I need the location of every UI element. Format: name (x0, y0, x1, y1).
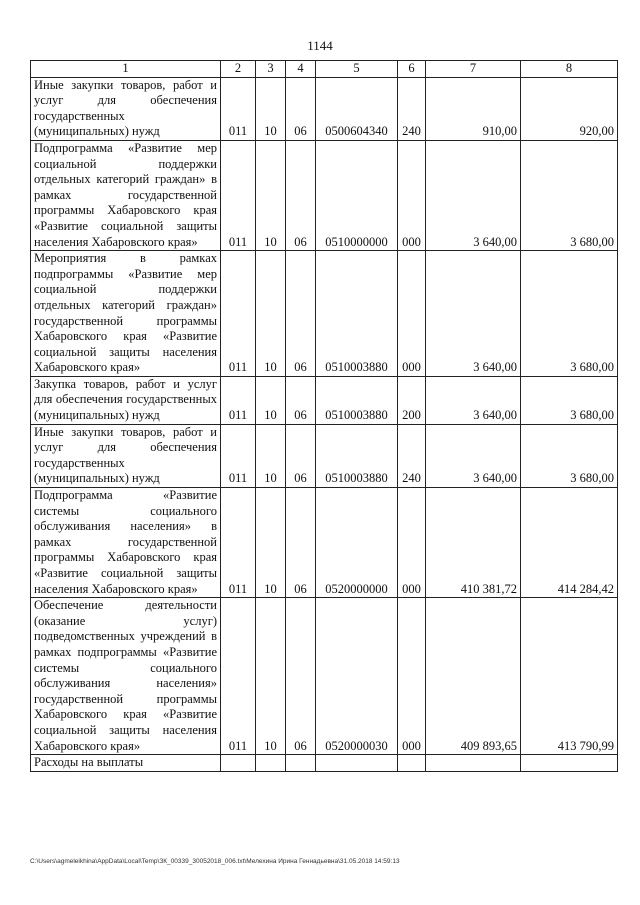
amount-col7: 409 893,65 (426, 598, 521, 755)
ministry-code: 011 (221, 598, 256, 755)
section-code: 10 (256, 251, 286, 377)
row-name: Подпрограмма «Развитие системы социального обслуживания населения» в рамках государственной программы Хабаровского края «Развитие социальной защиты населения Хабаровского края» (31, 488, 221, 598)
subsection-code: 06 (286, 140, 316, 250)
page-number: 1144 (307, 38, 333, 53)
section-code: 10 (256, 140, 286, 250)
amount-col7: 3 640,00 (426, 424, 521, 487)
ministry-code (221, 755, 256, 772)
row-name: Мероприятия в рамках подпрограммы «Развитие мер социальной поддержки отдельных категорий граждан» государственной программы Хабаровского края «Развитие социальной защиты населения Хабаровского края» (31, 251, 221, 377)
amount-col7: 410 381,72 (426, 488, 521, 598)
subsection-code: 06 (286, 251, 316, 377)
expense-type-code: 000 (398, 251, 426, 377)
subsection-code: 06 (286, 376, 316, 424)
file-path-footer: C:\Users\agmeleikhina\AppData\Local\Temp\ЗК_00339_30052018_006.txt\Мелехина Ирина Геннадьевна\31.05.2018 14:59:13 (30, 858, 400, 865)
row-name: Расходы на выплаты (31, 755, 221, 772)
table-row (31, 424, 618, 487)
amount-col8: 3 680,00 (521, 424, 618, 487)
table-header-row (31, 61, 618, 78)
subsection-code: 06 (286, 488, 316, 598)
row-name: Иные закупки товаров, работ и услуг для обеспечения государственных (муниципальных) нужд (31, 424, 221, 487)
row-name: Закупка товаров, работ и услуг для обеспечения государственных (муниципальных) нужд (31, 376, 221, 424)
table-row (31, 755, 618, 772)
target-article-code: 0500604340 (316, 77, 398, 140)
subsection-code: 06 (286, 424, 316, 487)
column-header: 8 (521, 61, 618, 78)
target-article-code (316, 755, 398, 772)
expense-type-code: 200 (398, 376, 426, 424)
expense-type-code (398, 755, 426, 772)
section-code: 10 (256, 424, 286, 487)
table-row (31, 251, 618, 377)
target-article-code: 0510003880 (316, 376, 398, 424)
amount-col7 (426, 755, 521, 772)
section-code: 10 (256, 77, 286, 140)
subsection-code: 06 (286, 598, 316, 755)
column-header: 3 (256, 61, 286, 78)
budget-table (30, 60, 618, 772)
ministry-code: 011 (221, 488, 256, 598)
ministry-code: 011 (221, 77, 256, 140)
section-code: 10 (256, 598, 286, 755)
row-name: Обеспечение деятельности (оказание услуг) подведомственных учреждений в рамках подпрограммы «Развитие системы социального обслуживания населения» государственной программы Хабаровского края «Развитие социальной защиты населения Хабаровского края» (31, 598, 221, 755)
target-article-code: 0520000030 (316, 598, 398, 755)
expense-type-code: 000 (398, 598, 426, 755)
ministry-code: 011 (221, 251, 256, 377)
subsection-code (286, 755, 316, 772)
expense-type-code: 000 (398, 488, 426, 598)
row-name: Иные закупки товаров, работ и услуг для обеспечения государственных (муниципальных) нужд (31, 77, 221, 140)
table-row (31, 77, 618, 140)
column-header: 5 (316, 61, 398, 78)
column-header: 1 (31, 61, 221, 78)
amount-col7: 3 640,00 (426, 376, 521, 424)
column-header: 4 (286, 61, 316, 78)
target-article-code: 0510003880 (316, 424, 398, 487)
target-article-code: 0510003880 (316, 251, 398, 377)
subsection-code: 06 (286, 77, 316, 140)
ministry-code: 011 (221, 424, 256, 487)
column-header: 6 (398, 61, 426, 78)
table-row (31, 488, 618, 598)
row-name: Подпрограмма «Развитие мер социальной поддержки отдельных категорий граждан» в рамках государственной программы Хабаровского края «Развитие социальной защиты населения Хабаровского края» (31, 140, 221, 250)
amount-col8: 414 284,42 (521, 488, 618, 598)
section-code: 10 (256, 376, 286, 424)
amount-col8: 3 680,00 (521, 376, 618, 424)
table-row (31, 376, 618, 424)
amount-col8: 3 680,00 (521, 251, 618, 377)
expense-type-code: 240 (398, 77, 426, 140)
ministry-code: 011 (221, 140, 256, 250)
target-article-code: 0520000000 (316, 488, 398, 598)
expense-type-code: 240 (398, 424, 426, 487)
column-header: 7 (426, 61, 521, 78)
table-row (31, 598, 618, 755)
table-row (31, 140, 618, 250)
amount-col7: 3 640,00 (426, 140, 521, 250)
amount-col8: 3 680,00 (521, 140, 618, 250)
column-header: 2 (221, 61, 256, 78)
amount-col8 (521, 755, 618, 772)
amount-col8: 920,00 (521, 77, 618, 140)
amount-col8: 413 790,99 (521, 598, 618, 755)
section-code: 10 (256, 488, 286, 598)
amount-col7: 3 640,00 (426, 251, 521, 377)
expense-type-code: 000 (398, 140, 426, 250)
target-article-code: 0510000000 (316, 140, 398, 250)
amount-col7: 910,00 (426, 77, 521, 140)
section-code (256, 755, 286, 772)
ministry-code: 011 (221, 376, 256, 424)
